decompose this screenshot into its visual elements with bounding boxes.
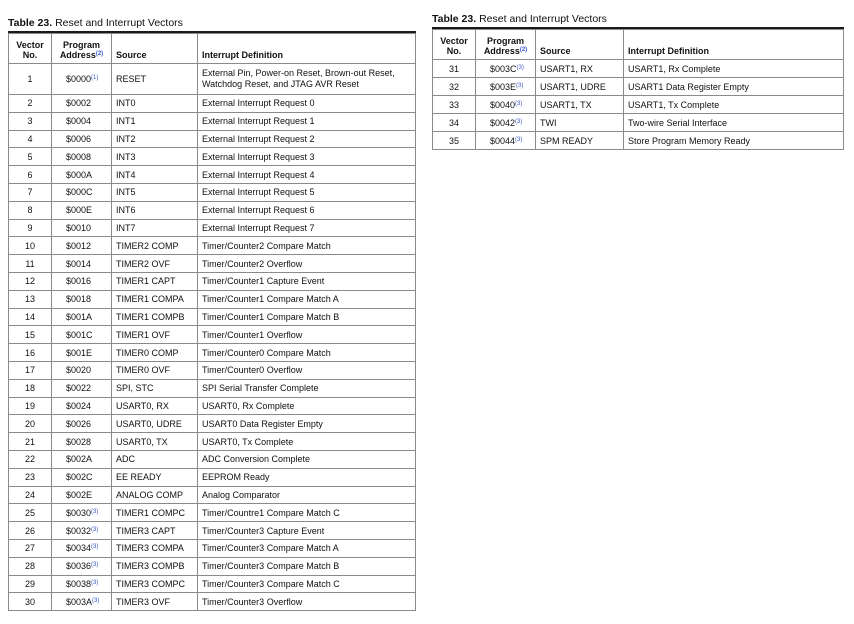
interrupt-definition-cell: USART0 Data Register Empty	[198, 415, 416, 433]
vector-no-cell: 3	[9, 112, 52, 130]
table-row	[9, 290, 416, 308]
table-number: Table 23.	[432, 13, 477, 25]
source-cell: TIMER1 CAPT	[112, 272, 198, 290]
source-cell: USART1, RX	[536, 60, 624, 78]
source-cell: USART1, UDRE	[536, 78, 624, 96]
vector-no-cell: 23	[9, 468, 52, 486]
program-address-cell: $0034$^{(3)}$	[52, 539, 112, 557]
interrupt-definition-cell: Analog Comparator	[198, 486, 416, 504]
table-row	[9, 486, 416, 504]
source-cell: TIMER1 OVF	[112, 326, 198, 344]
interrupt-definition-cell: Two-wire Serial Interface	[624, 114, 844, 132]
vector-no-cell: 18	[9, 379, 52, 397]
source-cell: SPI, STC	[112, 379, 198, 397]
program-address-cell: $0006	[52, 130, 112, 148]
program-address-cell: $0020	[52, 361, 112, 379]
source-cell: TIMER0 COMP	[112, 344, 198, 362]
vector-no-cell: 30	[9, 593, 52, 611]
interrupt-definition-cell: EEPROM Ready	[198, 468, 416, 486]
vectors-table-part1	[8, 17, 416, 611]
header-vector-no: Vector No.	[9, 34, 52, 64]
interrupt-definition-cell: Timer/Counter2 Overflow	[198, 255, 416, 273]
vectors-table	[8, 33, 416, 611]
source-cell: TWI	[536, 114, 624, 132]
source-cell: INT7	[112, 219, 198, 237]
vector-no-cell: 33	[433, 96, 476, 114]
source-cell: TIMER3 COMPA	[112, 539, 198, 557]
interrupt-definition-cell: Timer/Counter0 Overflow	[198, 361, 416, 379]
program-address-cell: $002E	[52, 486, 112, 504]
program-address-cell: $\$003C^{(3)}$	[476, 60, 536, 78]
source-cell: TIMER3 COMPB	[112, 557, 198, 575]
vector-no-cell: 6	[9, 166, 52, 184]
vector-no-cell: 29	[9, 575, 52, 593]
table-title	[432, 13, 844, 29]
interrupt-definition-cell: External Pin, Power-on Reset, Brown-out Reset, Watchdog Reset, and JTAG AVR Reset	[198, 64, 416, 95]
interrupt-definition-cell: Timer/Counter1 Compare Match B	[198, 308, 416, 326]
interrupt-definition-cell: External Interrupt Request 7	[198, 219, 416, 237]
source-cell: SPM READY	[536, 132, 624, 150]
vector-no-cell: 32	[433, 78, 476, 96]
interrupt-definition-cell: USART1, Rx Complete	[624, 60, 844, 78]
vector-no-cell: 31	[433, 60, 476, 78]
table-title	[8, 17, 416, 33]
interrupt-definition-cell: External Interrupt Request 3	[198, 148, 416, 166]
source-cell: TIMER2 COMP	[112, 237, 198, 255]
program-address-cell: $\$003A^{(3)}$	[52, 593, 112, 611]
interrupt-definition-cell: External Interrupt Request 1	[198, 112, 416, 130]
header-program-address: Program Address$^{(2)}$	[476, 30, 536, 60]
program-address-cell: $000A	[52, 166, 112, 184]
source-cell: INT5	[112, 183, 198, 201]
program-address-cell: $001E	[52, 344, 112, 362]
vectors-table-part2	[432, 13, 844, 150]
table-row	[9, 557, 416, 575]
source-cell: TIMER0 OVF	[112, 361, 198, 379]
program-address-cell: $002C	[52, 468, 112, 486]
table-row	[9, 255, 416, 273]
program-address-cell: $0012	[52, 237, 112, 255]
vector-no-cell: 16	[9, 344, 52, 362]
source-cell: USART0, RX	[112, 397, 198, 415]
interrupt-definition-cell: SPI Serial Transfer Complete	[198, 379, 416, 397]
interrupt-definition-cell: Timer/Counter3 Capture Event	[198, 522, 416, 540]
source-cell: INT0	[112, 95, 198, 113]
vector-no-cell: 7	[9, 183, 52, 201]
table-row	[9, 504, 416, 522]
table-row	[9, 272, 416, 290]
table-number: Table 23.	[8, 17, 53, 29]
table-row	[9, 593, 416, 611]
vector-no-cell: 5	[9, 148, 52, 166]
vector-no-cell: 20	[9, 415, 52, 433]
interrupt-definition-cell: USART0, Tx Complete	[198, 433, 416, 451]
program-address-cell: $0004	[52, 112, 112, 130]
header-source: Source	[112, 34, 198, 64]
vector-no-cell: 28	[9, 557, 52, 575]
header-source: Source	[536, 30, 624, 60]
table-row	[9, 397, 416, 415]
vector-no-cell: 21	[9, 433, 52, 451]
program-address-cell: $0000$^{(1)}$	[52, 64, 112, 95]
source-cell: INT4	[112, 166, 198, 184]
source-cell: ANALOG COMP	[112, 486, 198, 504]
vector-no-cell: 11	[9, 255, 52, 273]
vector-no-cell: 15	[9, 326, 52, 344]
table-row	[9, 415, 416, 433]
table-row	[9, 219, 416, 237]
source-cell: USART0, UDRE	[112, 415, 198, 433]
program-address-cell: $0018	[52, 290, 112, 308]
vector-no-cell: 12	[9, 272, 52, 290]
program-address-cell: $0036$^{(3)}$	[52, 557, 112, 575]
table-caption: Reset and Interrupt Vectors	[479, 13, 607, 25]
vector-no-cell: 8	[9, 201, 52, 219]
table-caption: Reset and Interrupt Vectors	[55, 17, 183, 29]
table-row	[9, 166, 416, 184]
interrupt-definition-cell: Timer/Counter1 Compare Match A	[198, 290, 416, 308]
program-address-cell: $002A	[52, 450, 112, 468]
vector-no-cell: 14	[9, 308, 52, 326]
program-address-cell: $0022	[52, 379, 112, 397]
source-cell: INT1	[112, 112, 198, 130]
table-row	[9, 308, 416, 326]
table-row	[9, 468, 416, 486]
vector-no-cell: 34	[433, 114, 476, 132]
program-address-cell: $0038$^{(3)}$	[52, 575, 112, 593]
program-address-cell: $0030$^{(3)}$	[52, 504, 112, 522]
source-cell: USART0, TX	[112, 433, 198, 451]
program-address-cell: $001A	[52, 308, 112, 326]
vector-no-cell: 27	[9, 539, 52, 557]
interrupt-definition-cell: USART0, Rx Complete	[198, 397, 416, 415]
table-row	[9, 539, 416, 557]
table-row	[9, 433, 416, 451]
source-cell: INT6	[112, 201, 198, 219]
interrupt-definition-cell: Timer/Counter3 Compare Match C	[198, 575, 416, 593]
table-header-row	[433, 30, 844, 60]
interrupt-definition-cell: External Interrupt Request 5	[198, 183, 416, 201]
table-row	[9, 112, 416, 130]
table-row	[9, 130, 416, 148]
program-address-cell: $0040$^{(3)}$	[476, 96, 536, 114]
vector-no-cell: 17	[9, 361, 52, 379]
table-row	[9, 183, 416, 201]
interrupt-definition-cell: ADC Conversion Complete	[198, 450, 416, 468]
source-cell: USART1, TX	[536, 96, 624, 114]
program-address-cell: $000E	[52, 201, 112, 219]
table-row	[433, 114, 844, 132]
vector-no-cell: 2	[9, 95, 52, 113]
source-cell: TIMER1 COMPB	[112, 308, 198, 326]
program-address-cell: $0042$^{(3)}$	[476, 114, 536, 132]
vector-no-cell: 13	[9, 290, 52, 308]
table-row	[433, 60, 844, 78]
vectors-table	[432, 29, 844, 150]
header-interrupt-definition: Interrupt Definition	[624, 30, 844, 60]
interrupt-definition-cell: External Interrupt Request 4	[198, 166, 416, 184]
interrupt-definition-cell: Timer/Countre1 Compare Match C	[198, 504, 416, 522]
program-address-cell: $0032$^{(3)}$	[52, 522, 112, 540]
source-cell: EE READY	[112, 468, 198, 486]
source-cell: TIMER3 COMPC	[112, 575, 198, 593]
table-row	[433, 78, 844, 96]
table-row	[9, 95, 416, 113]
table-row	[9, 522, 416, 540]
source-cell: TIMER1 COMPA	[112, 290, 198, 308]
source-cell: ADC	[112, 450, 198, 468]
vector-no-cell: 4	[9, 130, 52, 148]
program-address-cell: $0044$^{(3)}$	[476, 132, 536, 150]
interrupt-definition-cell: USART1 Data Register Empty	[624, 78, 844, 96]
table-row	[9, 379, 416, 397]
program-address-cell: $001C	[52, 326, 112, 344]
source-cell: INT2	[112, 130, 198, 148]
program-address-cell: $0016	[52, 272, 112, 290]
source-cell: INT3	[112, 148, 198, 166]
source-cell: TIMER2 OVF	[112, 255, 198, 273]
vector-no-cell: 19	[9, 397, 52, 415]
program-address-cell: $0002	[52, 95, 112, 113]
interrupt-definition-cell: Store Program Memory Ready	[624, 132, 844, 150]
interrupt-definition-cell: Timer/Counter0 Compare Match	[198, 344, 416, 362]
vector-no-cell: 35	[433, 132, 476, 150]
interrupt-definition-cell: Timer/Counter3 Compare Match A	[198, 539, 416, 557]
vector-no-cell: 25	[9, 504, 52, 522]
interrupt-definition-cell: Timer/Counter3 Overflow	[198, 593, 416, 611]
vector-no-cell: 9	[9, 219, 52, 237]
vector-no-cell: 1	[9, 64, 52, 95]
interrupt-definition-cell: Timer/Counter3 Compare Match B	[198, 557, 416, 575]
interrupt-definition-cell: External Interrupt Request 0	[198, 95, 416, 113]
vector-no-cell: 10	[9, 237, 52, 255]
table-row	[9, 450, 416, 468]
interrupt-definition-cell: Timer/Counter2 Compare Match	[198, 237, 416, 255]
table-row	[9, 148, 416, 166]
table-row	[9, 201, 416, 219]
vector-no-cell: 26	[9, 522, 52, 540]
program-address-cell: $000C	[52, 183, 112, 201]
program-address-cell: $0028	[52, 433, 112, 451]
source-cell: TIMER3 OVF	[112, 593, 198, 611]
program-address-cell: $0010	[52, 219, 112, 237]
vector-no-cell: 22	[9, 450, 52, 468]
table-row	[9, 575, 416, 593]
table-row	[9, 326, 416, 344]
vector-no-cell: 24	[9, 486, 52, 504]
header-program-address: Program Address$^{(2)}$	[52, 34, 112, 64]
header-interrupt-definition: Interrupt Definition	[198, 34, 416, 64]
interrupt-definition-cell: External Interrupt Request 2	[198, 130, 416, 148]
interrupt-definition-cell: Timer/Counter1 Overflow	[198, 326, 416, 344]
table-row	[433, 96, 844, 114]
program-address-cell: $\$003E^{(3)}$	[476, 78, 536, 96]
source-cell: RESET	[112, 64, 198, 95]
header-vector-no: Vector No.	[433, 30, 476, 60]
source-cell: TIMER3 CAPT	[112, 522, 198, 540]
source-cell: TIMER1 COMPC	[112, 504, 198, 522]
table-row	[433, 132, 844, 150]
table-row	[9, 344, 416, 362]
program-address-cell: $0026	[52, 415, 112, 433]
program-address-cell: $0008	[52, 148, 112, 166]
table-header-row	[9, 34, 416, 64]
program-address-cell: $0014	[52, 255, 112, 273]
interrupt-definition-cell: USART1, Tx Complete	[624, 96, 844, 114]
interrupt-definition-cell: Timer/Counter1 Capture Event	[198, 272, 416, 290]
table-row	[9, 361, 416, 379]
table-row	[9, 64, 416, 95]
table-row	[9, 237, 416, 255]
program-address-cell: $0024	[52, 397, 112, 415]
interrupt-definition-cell: External Interrupt Request 6	[198, 201, 416, 219]
